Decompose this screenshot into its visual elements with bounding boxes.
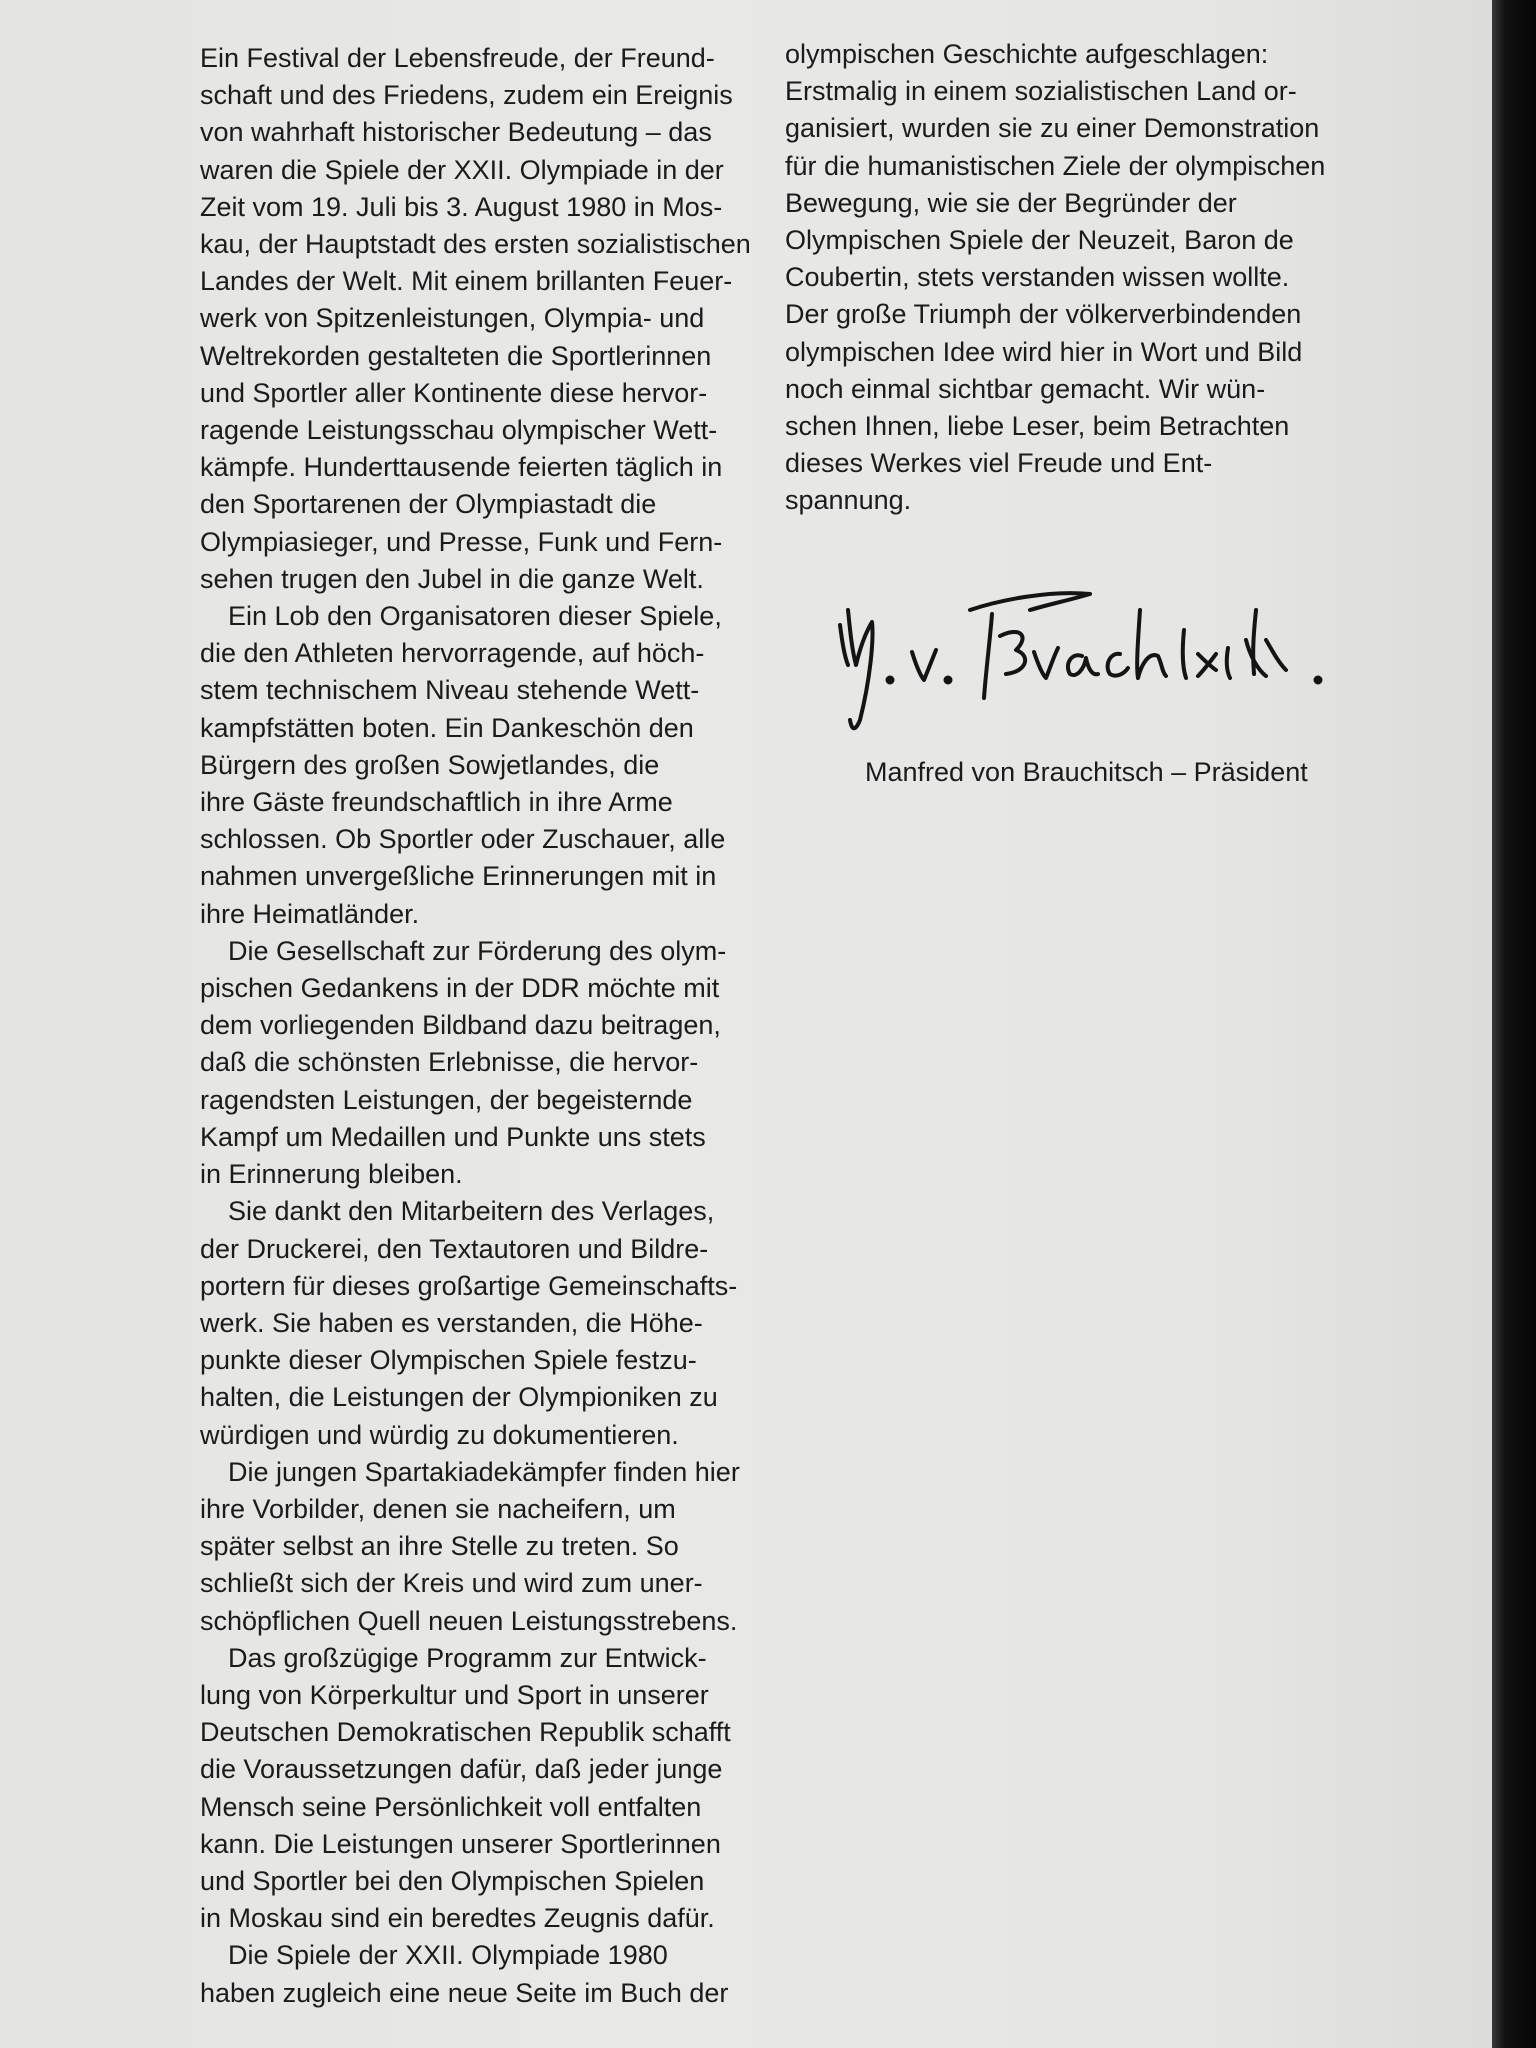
- text-column-left: [200, 40, 760, 2012]
- text-line: punkte dieser Olympischen Spiele festzu-: [200, 1345, 697, 1376]
- text-line: pischen Gedankens in der DDR möchte mit: [200, 973, 720, 1004]
- text-line: schließt sich der Kreis und wird zum uner-: [200, 1568, 703, 1599]
- text-line: Das großzügige Programm zur Entwick-: [228, 1642, 707, 1673]
- text-line: ihre Gäste freundschaftlich in ihre Arme: [200, 787, 673, 818]
- text-line: Coubertin, stets verstanden wissen wollte.: [785, 262, 1290, 293]
- page-edge: [1492, 0, 1536, 2048]
- text-column-right: [785, 36, 1345, 520]
- text-line: stem technischem Niveau stehende Wett-: [200, 675, 700, 706]
- text-line: Die Gesellschaft zur Förderung des olym-: [228, 935, 727, 966]
- text-line: olympischen Idee wird hier in Wort und Bild: [785, 336, 1303, 367]
- text-line: Bürgern des großen Sowjetlandes, die: [200, 749, 660, 780]
- text-line: Deutschen Demokratischen Republik schafft: [200, 1717, 731, 1748]
- text-line: nahmen unvergeßliche Erinnerungen mit in: [200, 861, 717, 892]
- text-line: sehen trugen den Jubel in die ganze Welt.: [200, 563, 704, 594]
- text-line: schlossen. Ob Sportler oder Zuschauer, alle: [200, 824, 726, 855]
- text-line: portern für dieses großartige Gemeinschafts-: [200, 1270, 738, 1301]
- text-line: spannung.: [785, 485, 912, 516]
- text-line: und Sportler aller Kontinente diese hervor-: [200, 377, 708, 408]
- text-line: die Voraussetzungen dafür, daß jeder junge: [200, 1754, 723, 1785]
- text-line: Erstmalig in einem sozialistischen Land or-: [785, 76, 1297, 107]
- text-line: Die Spiele der XXII. Olympiade 1980: [228, 1940, 668, 1971]
- text-line: noch einmal sichtbar gemacht. Wir wün-: [785, 373, 1266, 404]
- text-line: halten, die Leistungen der Olympioniken zu: [200, 1382, 718, 1413]
- text-line: dem vorliegenden Bildband dazu beitragen,: [200, 1010, 721, 1041]
- text-line: kampfstätten boten. Ein Dankeschön den: [200, 712, 694, 743]
- text-line: Sie dankt den Mitarbeitern des Verlages,: [228, 1196, 715, 1227]
- signature-icon: [820, 570, 1340, 740]
- text-line: schaft und des Friedens, zudem ein Ereignis: [200, 80, 733, 111]
- text-line: Weltrekorden gestalteten die Sportlerinnen: [200, 340, 712, 371]
- text-line: ihre Heimatländer.: [200, 898, 420, 929]
- text-line: Ein Festival der Lebensfreude, der Freund-: [200, 43, 715, 73]
- text-line: in Moskau sind ein beredtes Zeugnis dafür.: [200, 1903, 715, 1934]
- text-line: dieses Werkes viel Freude und Ent-: [785, 448, 1213, 479]
- text-line: haben zugleich eine neue Seite im Buch der: [200, 1977, 729, 2008]
- text-line: ganisiert, wurden sie zu einer Demonstration: [785, 113, 1320, 144]
- text-line: Mensch seine Persönlichkeit voll entfalten: [200, 1791, 702, 1822]
- text-line: Der große Triumph der völkerverbindenden: [785, 299, 1302, 330]
- text-line: von wahrhaft historischer Bedeutung – das: [200, 117, 712, 148]
- text-line: ragende Leistungsschau olympischer Wett-: [200, 415, 718, 446]
- text-line: kämpfe. Hunderttausende feierten täglich in: [200, 452, 723, 483]
- text-line: später selbst an ihre Stelle zu treten. So: [200, 1531, 679, 1562]
- text-line: kau, der Hauptstadt des ersten sozialistischen: [200, 229, 751, 260]
- text-line: den Sportarenen der Olympiastadt die: [200, 489, 657, 520]
- text-line: olympischen Geschichte aufgeschlagen:: [785, 39, 1269, 69]
- text-line: für die humanistischen Ziele der olympischen: [785, 150, 1326, 181]
- text-line: schen Ihnen, liebe Leser, beim Betrachten: [785, 411, 1290, 442]
- text-line: Kampf um Medaillen und Punkte uns stets: [200, 1121, 706, 1152]
- text-line: Olympiasieger, und Presse, Funk und Fern-: [200, 526, 723, 557]
- text-line: Olympischen Spiele der Neuzeit, Baron de: [785, 225, 1294, 256]
- text-line: kann. Die Leistungen unserer Sportlerinnen: [200, 1828, 721, 1859]
- text-line: Ein Lob den Organisatoren dieser Spiele,: [228, 601, 722, 632]
- text-line: schöpflichen Quell neuen Leistungsstrebens.: [200, 1605, 738, 1636]
- text-line: der Druckerei, den Textautoren und Bildre-: [200, 1233, 709, 1264]
- text-line: Zeit vom 19. Juli bis 3. August 1980 in Mos-: [200, 191, 723, 222]
- text-line: Die jungen Spartakiadekämpfer finden hier: [228, 1456, 740, 1487]
- signature-caption: Manfred von Brauchitsch – Präsident: [865, 757, 1308, 787]
- text-line: ragendsten Leistungen, der begeisternde: [200, 1084, 693, 1115]
- text-line: werk. Sie haben es verstanden, die Höhe-: [200, 1307, 703, 1338]
- text-line: in Erinnerung bleiben.: [200, 1159, 463, 1190]
- text-line: und Sportler bei den Olympischen Spielen: [200, 1865, 705, 1896]
- text-line: ihre Vorbilder, denen sie nacheifern, um: [200, 1493, 676, 1524]
- text-line: Bewegung, wie sie der Begründer der: [785, 187, 1237, 218]
- text-line: Landes der Welt. Mit einem brillanten Feuer-: [200, 266, 733, 297]
- text-line: daß die schönsten Erlebnisse, die hervor-: [200, 1047, 699, 1078]
- text-line: die den Athleten hervorragende, auf höch-: [200, 638, 705, 669]
- text-line: werk von Spitzenleistungen, Olympia- und: [200, 303, 705, 334]
- text-line: würdigen und würdig zu dokumentieren.: [200, 1419, 679, 1450]
- text-line: lung von Körperkultur und Sport in unserer: [200, 1679, 709, 1710]
- text-line: waren die Spiele der XXII. Olympiade in der: [200, 154, 724, 185]
